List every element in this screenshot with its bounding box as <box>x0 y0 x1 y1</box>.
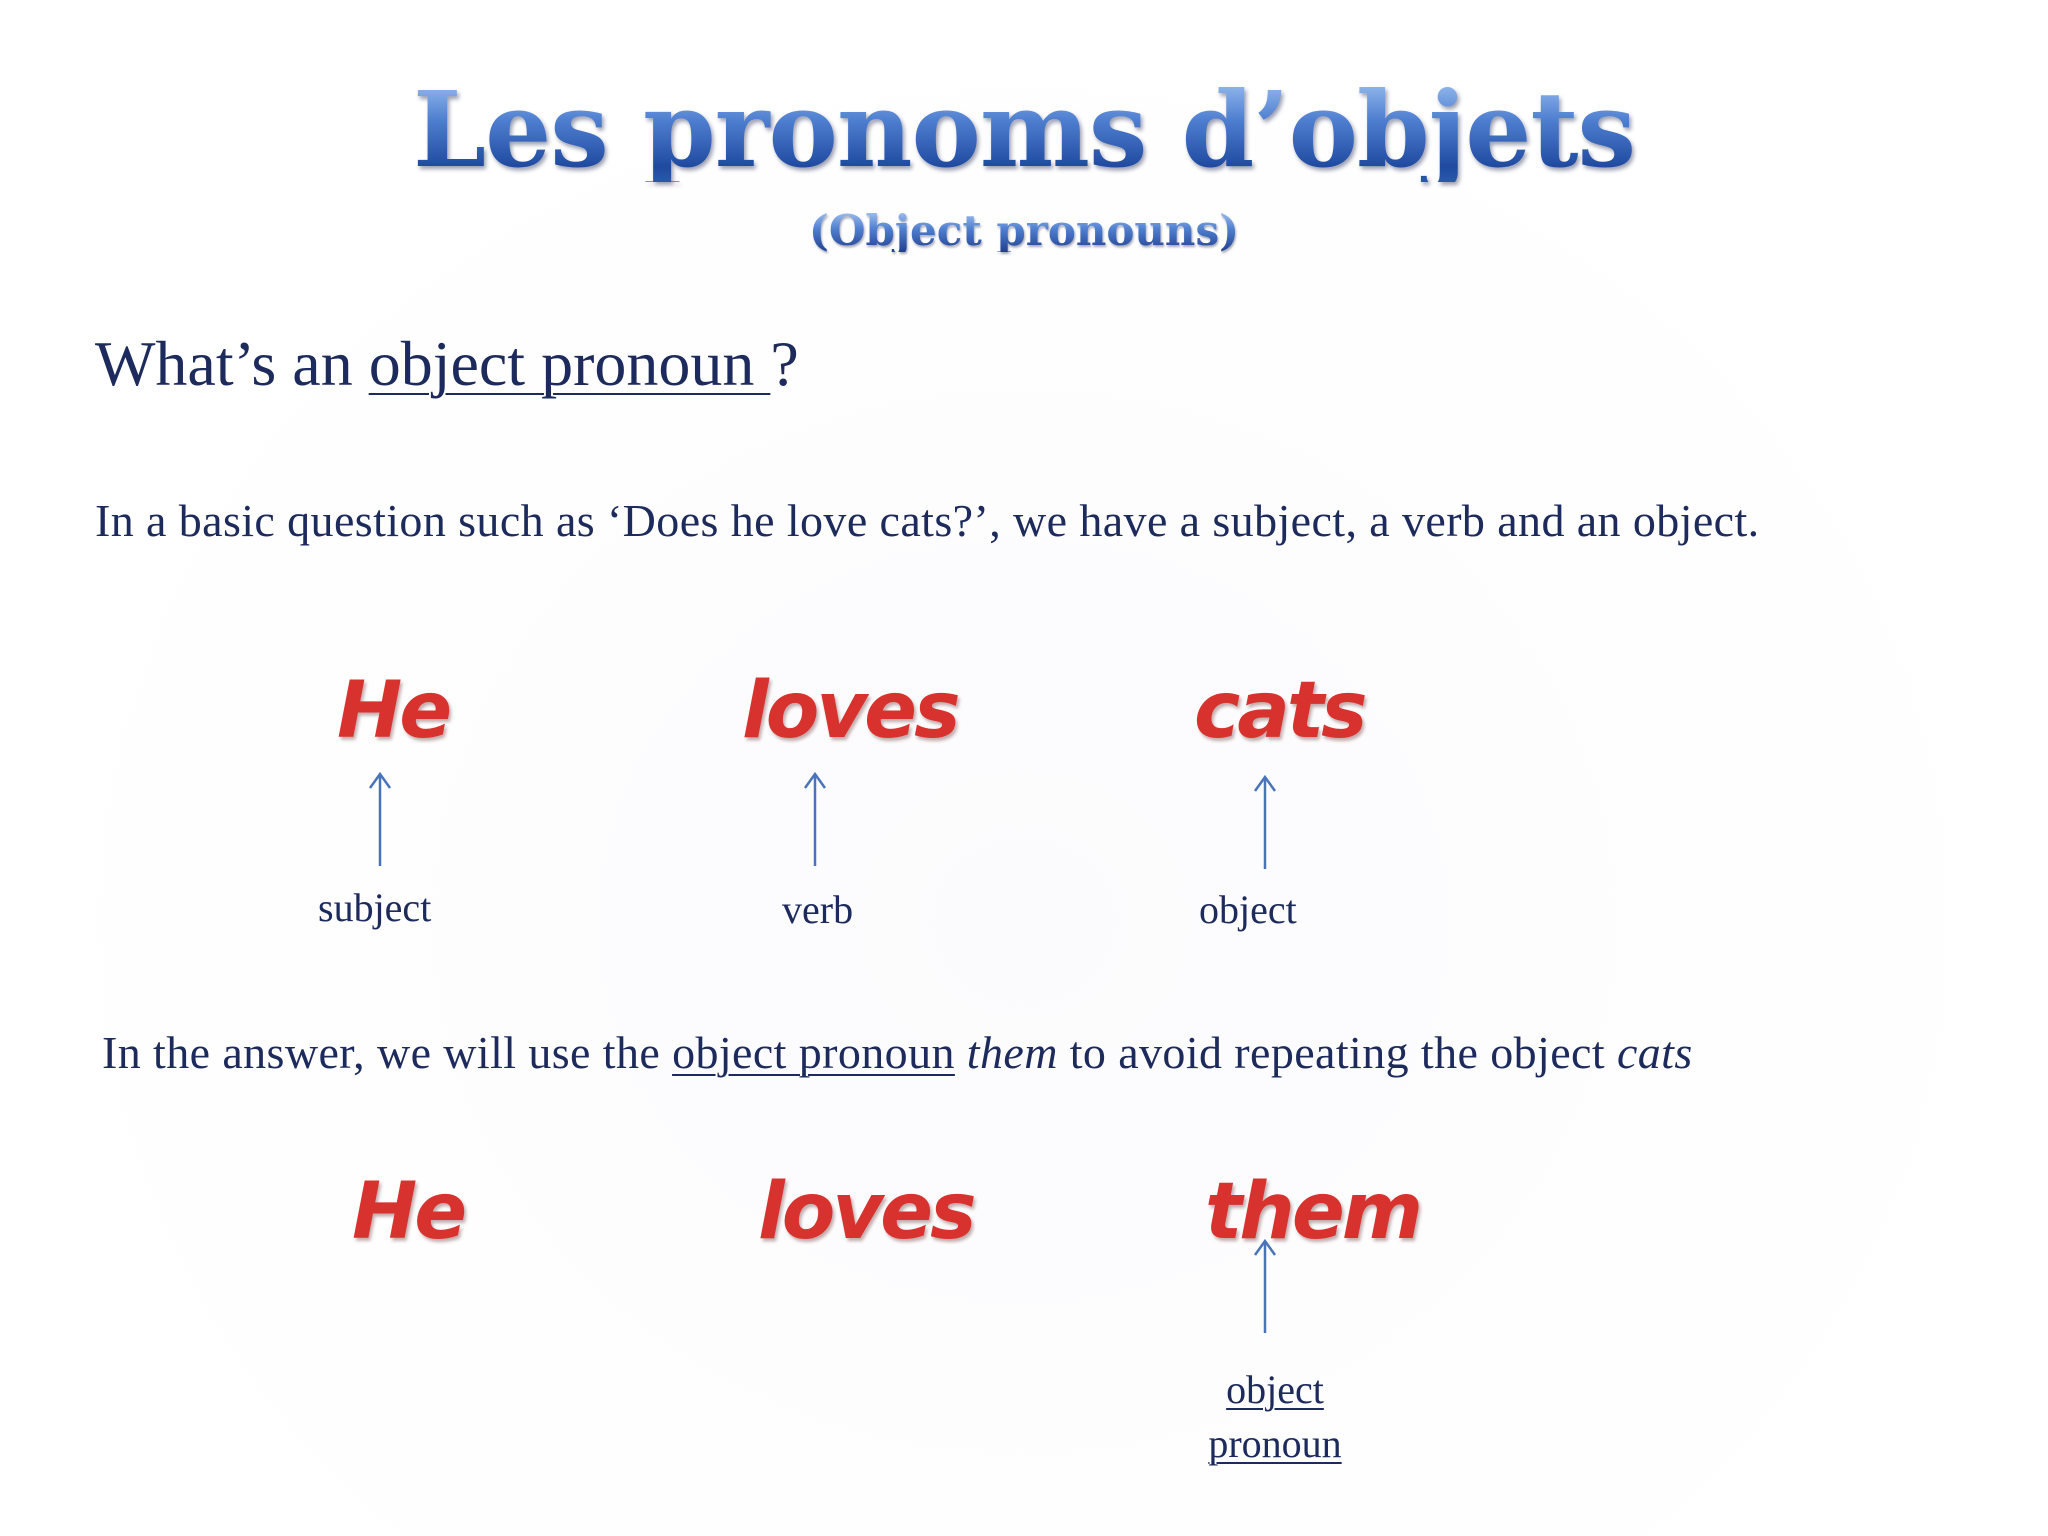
question-underlined-term: object pronoun <box>368 328 771 399</box>
label-object-pronoun-line2: pronoun <box>1208 1421 1342 1466</box>
intro-paragraph: In a basic question such as ‘Does he love cats?’, we have a subject, a verb and an object. <box>95 495 1760 546</box>
slide-title: Les pronoms d’objets <box>0 78 2048 182</box>
example2-word-verb: loves <box>758 1167 974 1257</box>
up-arrow-icon <box>803 770 827 868</box>
up-arrow-icon <box>1253 773 1277 871</box>
answer-italic-cats: cats <box>1616 1027 1693 1078</box>
answer-text-3: to avoid repeating the object <box>1057 1027 1617 1078</box>
example1-word-verb: loves <box>742 666 958 756</box>
answer-text-2 <box>955 1027 967 1078</box>
label-object-pronoun <box>1180 1367 1370 1466</box>
example2-word-subject: He <box>352 1167 465 1257</box>
example1-word-subject: He <box>337 666 450 756</box>
answer-paragraph <box>102 1027 1693 1078</box>
answer-text-1: In the answer, we will use the <box>102 1027 673 1078</box>
up-arrow-icon <box>1253 1237 1277 1335</box>
example2-word-object-pronoun: them <box>1205 1167 1420 1257</box>
answer-underlined-term: object pronoun <box>672 1027 955 1078</box>
label-subject: subject <box>318 885 432 930</box>
label-verb: verb <box>782 887 854 932</box>
question-suffix: ? <box>770 328 799 399</box>
question-prefix: What’s an <box>95 328 369 399</box>
question-heading <box>95 328 799 399</box>
slide-subtitle: (Object pronouns) <box>0 210 2048 252</box>
label-object-pronoun-line1: object <box>1226 1367 1324 1412</box>
example1-word-object: cats <box>1194 666 1365 756</box>
label-object: object <box>1199 887 1297 932</box>
answer-italic-them: them <box>966 1027 1058 1078</box>
up-arrow-icon <box>368 770 392 868</box>
